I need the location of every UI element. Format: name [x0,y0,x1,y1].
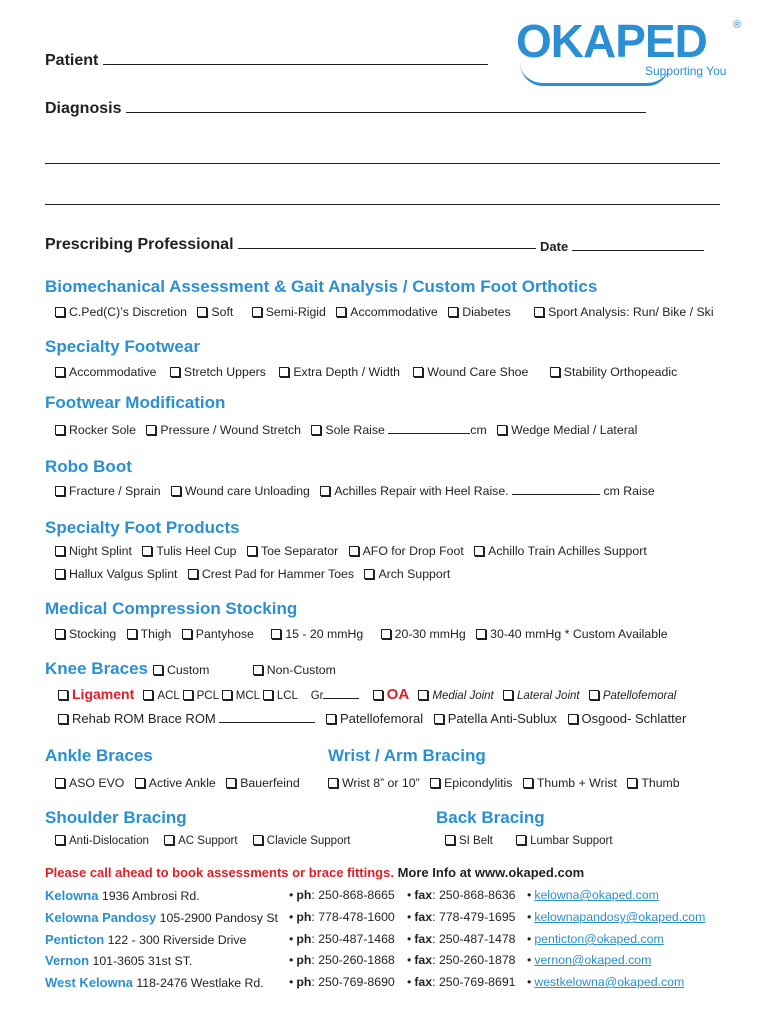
checkbox-icon[interactable] [568,714,578,724]
location-city: Vernon [45,953,90,968]
email-link[interactable]: westkelowna@okaped.com [534,975,685,989]
modification-options [55,423,644,437]
checkbox-icon[interactable] [474,546,484,556]
location-fax: • fax: 250-769-8691 [407,975,516,989]
rom-blank[interactable] [219,722,315,723]
option-thumb[interactable]: Thumb [627,776,679,790]
biomech-options [55,305,714,319]
diagnosis-label: Diagnosis [45,100,122,117]
checkbox-icon[interactable] [523,778,533,788]
option-thigh[interactable]: Thigh [127,627,172,641]
option-afo[interactable]: AFO for Drop Foot [349,544,464,558]
option-30-40[interactable]: 30-40 mmHg * Custom Available [476,627,667,641]
location-phone: • ph: 250-868-8665 [289,888,395,902]
option-sole-raise[interactable]: Sole Raise cm [311,423,486,437]
option-hallux-valgus[interactable]: Hallux Valgus Splint [55,567,177,581]
checkbox-icon[interactable] [381,629,391,639]
diagnosis-line-3[interactable] [45,204,720,205]
checkbox-icon[interactable] [55,546,65,556]
checkbox-icon[interactable] [182,629,192,639]
wrist-heading: Wrist / Arm Bracing [328,746,486,765]
checkbox-icon[interactable] [226,778,236,788]
checkbox-icon[interactable] [503,690,513,700]
option-pcl[interactable]: PCL [183,690,219,702]
location-phone: • ph: 778-478-1600 [289,910,395,924]
checkbox-icon[interactable] [589,690,599,700]
email-link[interactable]: kelownapandosy@okaped.com [534,910,706,924]
location-address [45,888,200,903]
checkbox-icon[interactable] [55,569,65,579]
option-stretch-uppers[interactable]: Stretch Uppers [170,365,266,379]
option-toe-separator[interactable]: Toe Separator [247,544,338,558]
option-pantyhose[interactable]: Pantyhose [182,627,254,641]
heel-raise-blank[interactable] [512,494,600,495]
checkbox-icon[interactable] [58,714,68,724]
option-night-splint[interactable]: Night Splint [55,544,132,558]
option-lumbar[interactable]: Lumbar Support [516,835,612,847]
checkbox-icon[interactable] [497,425,507,435]
location-row [45,932,725,950]
location-phone: • ph: 250-769-8690 [289,975,395,989]
option-active-ankle[interactable]: Active Ankle [135,776,216,790]
ligament-label: Ligament [72,686,135,702]
checkbox-icon[interactable] [263,690,273,700]
checkbox-icon[interactable] [127,629,137,639]
location-street: 101-3605 31st ST. [92,954,193,968]
checkbox-icon[interactable] [349,546,359,556]
option-medial-joint[interactable]: Medial Joint [418,690,493,702]
option-si-belt[interactable]: SI Belt [445,835,493,847]
checkbox-icon[interactable] [58,690,68,700]
products-heading: Specialty Foot Products [45,518,240,537]
location-email[interactable]: • kelownapandosy@okaped.com [527,910,706,924]
biomech-heading: Biomechanical Assessment & Gait Analysis / Custom Foot Orthotics [45,277,598,296]
location-phone: • ph: 250-260-1868 [289,953,395,967]
products-options-row2 [55,567,457,581]
location-address [45,910,278,925]
option-crest-pad[interactable]: Crest Pad for Hammer Toes [188,567,354,581]
checkbox-icon[interactable] [413,367,423,377]
patient-label: Patient [45,52,99,69]
option-mcl[interactable]: MCL [222,690,260,702]
email-link[interactable]: penticton@okaped.com [534,932,664,946]
location-fax: • fax: 250-868-8636 [407,888,516,902]
checkbox-icon[interactable] [476,629,486,639]
checkbox-icon[interactable] [55,835,65,845]
location-email[interactable]: • kelowna@okaped.com [527,888,659,902]
location-address [45,953,192,968]
diagnosis-field[interactable] [45,100,646,118]
option-rocker-sole[interactable]: Rocker Sole [55,423,136,437]
option-achilles-repair[interactable]: Achilles Repair with Heel Raise. cm Raise [320,484,654,498]
checkbox-icon[interactable] [197,307,207,317]
option-patellofemoral[interactable]: Patellofemoral [326,711,423,726]
option-20-30[interactable]: 20-30 mmHg [381,627,466,641]
robo-heading: Robo Boot [45,457,132,476]
option-anti-dislocation[interactable]: Anti-Dislocation [55,835,149,847]
checkbox-icon[interactable] [55,629,65,639]
footer-notice [45,865,584,880]
compression-options [55,627,675,641]
brand-tagline: Supporting You [645,64,727,78]
option-custom[interactable]: Custom [153,663,209,677]
checkbox-icon[interactable] [418,690,428,700]
option-15-20[interactable]: 15 - 20 mmHg [271,627,363,641]
knee-ligament-row [58,686,676,703]
option-patella-anti-sublux[interactable]: Patella Anti-Sublux [434,711,557,726]
checkbox-icon[interactable] [336,307,346,317]
option-wedge[interactable]: Wedge Medial / Lateral [497,423,637,437]
location-street: 118-2476 Westlake Rd. [136,976,264,990]
checkbox-icon[interactable] [188,569,198,579]
location-email[interactable]: • westkelowna@okaped.com [527,975,685,989]
option-achillo-train[interactable]: Achillo Train Achilles Support [474,544,647,558]
location-city: Penticton [45,932,105,947]
registered-mark: ® [733,19,742,31]
knee-type-options [153,663,343,677]
option-cped-discretion[interactable]: C.Ped(C)’s Discretion [55,305,187,319]
checkbox-icon[interactable] [55,486,65,496]
location-email[interactable]: • penticton@okaped.com [527,932,664,946]
checkbox-icon[interactable] [279,367,289,377]
wrist-options [328,776,687,790]
checkbox-icon[interactable] [55,307,65,317]
option-thumb-wrist[interactable]: Thumb + Wrist [523,776,617,790]
email-link[interactable]: kelowna@okaped.com [534,888,659,902]
location-fax: • fax: 250-487-1478 [407,932,516,946]
option-pressure-wound[interactable]: Pressure / Wound Stretch [146,423,301,437]
location-row [45,888,725,906]
checkbox-icon[interactable] [153,665,163,675]
option-oa[interactable]: OA [373,690,410,702]
brand-logo-text: OKAPED [516,15,707,67]
location-address [45,932,246,947]
compression-heading: Medical Compression Stocking [45,599,298,618]
location-phone: • ph: 250-487-1468 [289,932,395,946]
ankle-heading: Ankle Braces [45,746,153,765]
checkbox-icon[interactable] [143,690,153,700]
robo-options [55,484,662,498]
checkbox-icon[interactable] [271,629,281,639]
diagnosis-line[interactable] [126,112,646,113]
shoulder-options [55,835,358,847]
grade-blank[interactable] [323,698,359,699]
checkbox-icon[interactable] [534,307,544,317]
option-fw-accommodative[interactable]: Accommodative [55,365,156,379]
location-email[interactable]: • vernon@okaped.com [527,953,652,967]
date-line[interactable] [572,250,704,251]
option-ac-support[interactable]: AC Support [164,835,237,847]
date-field[interactable] [540,239,704,254]
location-row [45,953,725,971]
checkbox-icon[interactable] [516,835,526,845]
checkbox-icon[interactable] [430,778,440,788]
checkbox-icon[interactable] [55,778,65,788]
prescriber-line[interactable] [238,248,536,249]
option-extra-depth[interactable]: Extra Depth / Width [279,365,400,379]
option-soft[interactable]: Soft [197,305,233,319]
location-fax: • fax: 250-260-1878 [407,953,516,967]
checkbox-icon[interactable] [253,835,263,845]
date-label: Date [540,239,569,254]
checkbox-icon[interactable] [135,778,145,788]
location-row [45,910,725,928]
checkbox-icon[interactable] [434,714,444,724]
location-fax: • fax: 778-479-1695 [407,910,516,924]
location-street: 105-2900 Pandosy St [159,911,278,925]
checkbox-icon[interactable] [146,425,156,435]
more-info-text: More Info at www.okaped.com [397,865,585,880]
checkbox-icon[interactable] [445,835,455,845]
diagnosis-line-2[interactable] [45,163,720,164]
option-aso-evo[interactable]: ASO EVO [55,776,124,790]
checkbox-icon[interactable] [627,778,637,788]
option-accommodative[interactable]: Accommodative [336,305,437,319]
option-bauerfeind[interactable]: Bauerfeind [226,776,299,790]
option-patellofemoral-joint[interactable]: Patellofemoral [589,690,677,702]
location-street: 122 - 300 Riverside Drive [107,933,247,947]
location-city: Kelowna [45,888,99,903]
grade-field[interactable]: Gr [311,690,360,702]
modification-heading: Footwear Modification [45,393,226,412]
option-sport-analysis[interactable]: Sport Analysis: Run/ Bike / Ski [534,305,713,319]
option-epicondylitis[interactable]: Epicondylitis [430,776,512,790]
checkbox-icon[interactable] [171,486,181,496]
location-row [45,975,725,993]
option-wrist-8-10[interactable]: Wrist 8” or 10” [328,776,420,790]
checkbox-icon[interactable] [448,307,458,317]
option-stability[interactable]: Stability Orthopeadic [550,365,677,379]
checkbox-icon[interactable] [253,665,263,675]
patient-line[interactable] [103,64,488,65]
sole-raise-blank[interactable] [388,433,470,434]
checkbox-icon[interactable] [252,307,262,317]
checkbox-icon[interactable] [55,367,65,377]
option-fracture[interactable]: Fracture / Sprain [55,484,161,498]
option-wound-care-shoe[interactable]: Wound Care Shoe [413,365,528,379]
option-stocking[interactable]: Stocking [55,627,116,641]
checkbox-icon[interactable] [142,546,152,556]
email-link[interactable]: vernon@okaped.com [534,953,652,967]
option-osgood[interactable]: Osgood- Schlatter [568,711,687,726]
checkbox-icon[interactable] [170,367,180,377]
location-city: Kelowna Pandosy [45,910,157,925]
footwear-options [55,365,684,379]
location-city: West Kelowna [45,975,133,990]
footwear-heading: Specialty Footwear [45,337,200,356]
option-lateral-joint[interactable]: Lateral Joint [503,690,580,702]
option-non-custom[interactable]: Non-Custom [253,663,336,677]
location-street: 1936 Ambrosi Rd. [101,889,200,903]
knee-rehab-row [58,711,693,726]
patient-field[interactable] [45,52,488,70]
option-lcl[interactable]: LCL [263,690,298,702]
shoulder-heading: Shoulder Bracing [45,808,187,827]
checkbox-icon[interactable] [320,486,330,496]
checkbox-icon[interactable] [364,569,374,579]
checkbox-icon[interactable] [55,425,65,435]
option-semi-rigid[interactable]: Semi-Rigid [252,305,326,319]
products-options-row1 [55,544,654,558]
option-tulis-heel[interactable]: Tulis Heel Cup [142,544,236,558]
checkbox-icon[interactable] [311,425,321,435]
checkbox-icon[interactable] [183,690,193,700]
ankle-options [55,776,307,790]
checkbox-icon[interactable] [222,690,232,700]
checkbox-icon[interactable] [247,546,257,556]
option-arch-support[interactable]: Arch Support [364,567,450,581]
prescriber-label: Prescribing Professional [45,236,234,253]
checkbox-icon[interactable] [328,778,338,788]
checkbox-icon[interactable] [550,367,560,377]
location-address [45,975,264,990]
back-options [445,835,620,847]
option-acl[interactable]: ACL [143,690,179,702]
option-diabetes[interactable]: Diabetes [448,305,511,319]
checkbox-icon[interactable] [373,690,383,700]
option-wound-unloading[interactable]: Wound care Unloading [171,484,310,498]
prescriber-field[interactable] [45,236,536,254]
checkbox-icon[interactable] [326,714,336,724]
option-clavicle[interactable]: Clavicle Support [253,835,351,847]
option-rehab-rom[interactable]: Rehab ROM Brace ROM [58,711,315,726]
checkbox-icon[interactable] [164,835,174,845]
back-heading: Back Bracing [436,808,545,827]
call-ahead-text: Please call ahead to book assessments or brace fittings. [45,865,394,880]
knee-heading: Knee Braces [45,659,149,678]
